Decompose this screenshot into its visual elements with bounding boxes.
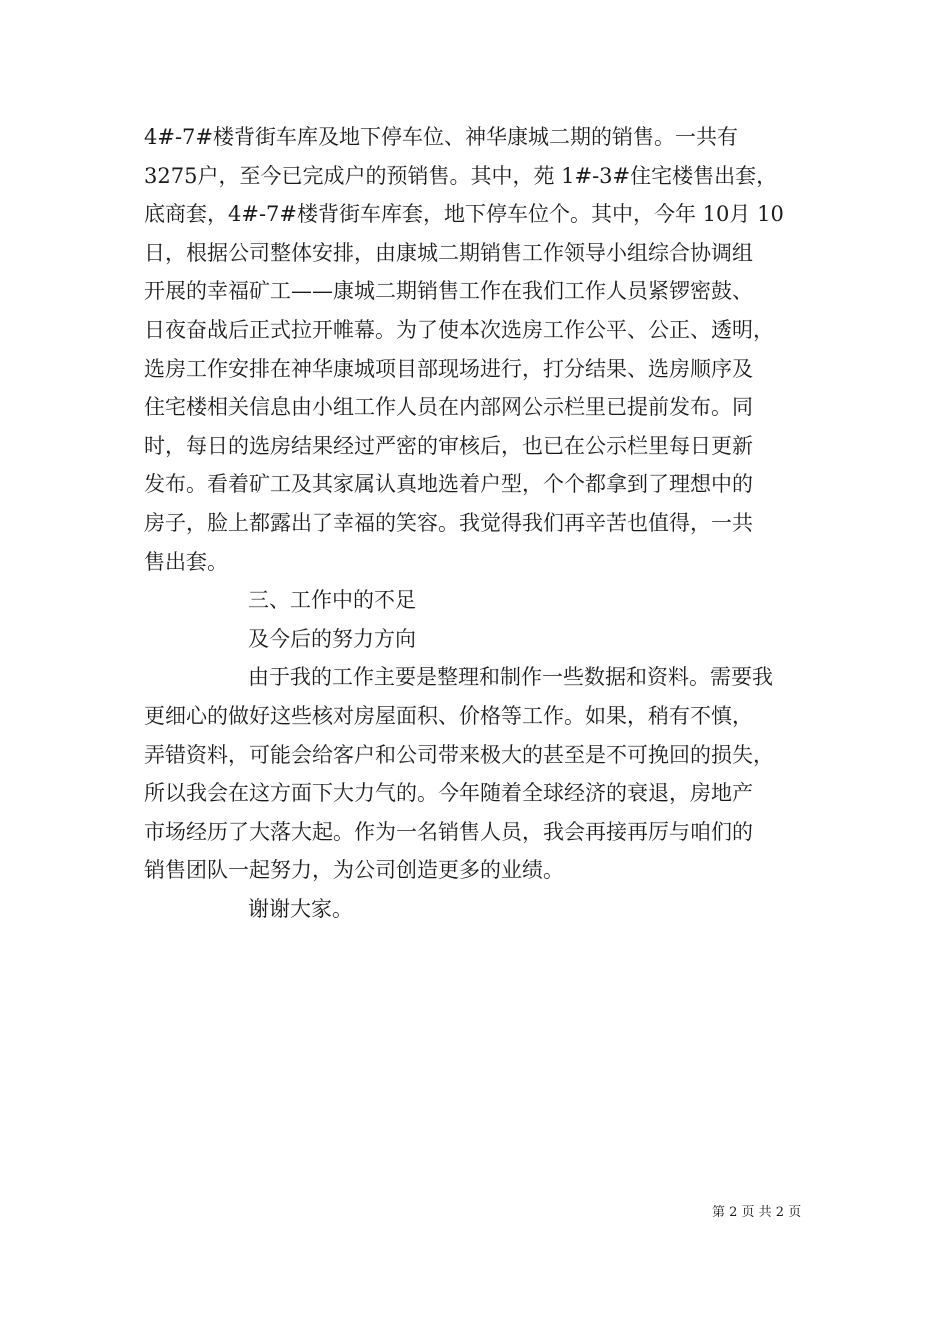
paragraph-line: 房子，脸上都露出了幸福的笑容。我觉得我们再辛苦也值得，一共 [144,510,753,535]
document-body [144,118,814,928]
paragraph-line: 弄错资料，可能会给客户和公司带来极大的甚至是不可挽回的损失， [144,742,774,767]
paragraph-line: 由于我的工作主要是整理和制作一些数据和资料。需要我 [248,665,773,690]
paragraph-line: 时，每日的选房结果经过严密的审核后，也已在公示栏里每日更新 [144,433,753,458]
paragraph-line: 日，根据公司整体安排，由康城二期销售工作领导小组综合协调组 [144,240,753,265]
closing-line: 谢谢大家。 [248,896,353,921]
paragraph-line: 更细心的做好这些核对房屋面积、价格等工作。如果，稍有不慎， [144,703,753,728]
paragraph-line: 底商套，4#-7#楼背街车库套，地下停车位个。其中，今年 10月 10 [144,202,784,227]
paragraph-line: 日夜奋战后正式拉开帷幕。为了使本次选房工作公平、公正、透明， [144,317,774,342]
paragraph-line: 4#-7#楼背街车库及地下停车位、神华康城二期的销售。一共有 [144,125,739,149]
section-heading: 三、工作中的不足 [248,588,416,613]
paragraph-line: 市场经历了大落大起。作为一名销售人员，我会再接再厉与咱们的 [144,819,753,844]
section-heading-continued: 及今后的努力方向 [248,626,416,651]
page-number-footer: 第 2 页 共 2 页 [712,1205,802,1220]
paragraph-line: 开展的幸福矿工——康城二期销售工作在我们工作人员紧锣密鼓、 [144,279,753,304]
paragraph-line: 发布。看着矿工及其家属认真地选着户型，个个都拿到了理想中的 [144,472,753,497]
paragraph-line: 所以我会在这方面下大力气的。今年随着全球经济的衰退，房地产 [144,781,753,806]
paragraph-line: 售出套。 [144,549,228,574]
paragraph-line: 销售团队一起努力，为公司创造更多的业绩。 [144,858,564,883]
paragraph-line: 3275户，至今已完成户的预销售。其中，苑 1#-3#住宅楼售出套， [144,163,778,188]
paragraph-line: 住宅楼相关信息由小组工作人员在内部网公示栏里已提前发布。同 [144,395,753,420]
paragraph-line: 选房工作安排在神华康城项目部现场进行，打分结果、选房顺序及 [144,356,753,381]
